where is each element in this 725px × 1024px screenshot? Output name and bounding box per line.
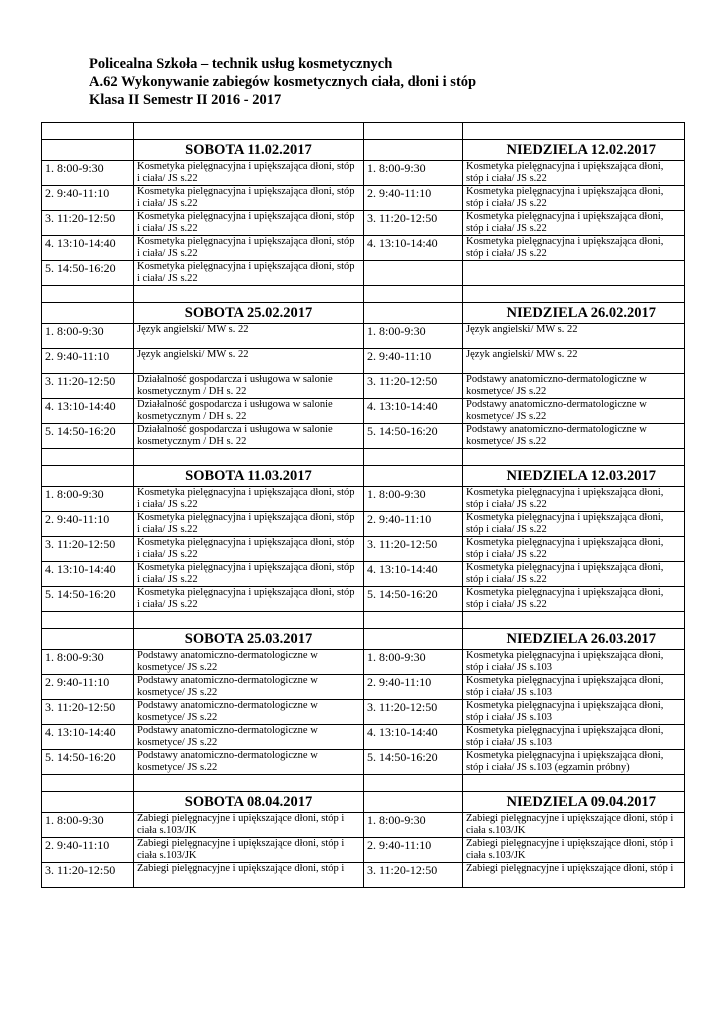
lesson-row bbox=[42, 650, 685, 675]
lesson-row bbox=[42, 161, 685, 186]
empty-cell bbox=[463, 775, 685, 792]
empty-cell bbox=[42, 629, 134, 650]
sunday-subject: Kosmetyka pielęgnacyjna i upiększająca dłoni, stóp i ciała/ JS s.22 bbox=[463, 186, 685, 211]
empty-cell bbox=[42, 792, 134, 813]
empty-cell bbox=[364, 612, 463, 629]
saturday-time: 3. 11:20-12:50 bbox=[42, 700, 134, 725]
sunday-subject: Zabiegi pielęgnacyjne i upiększające dłoni, stóp i bbox=[463, 863, 685, 888]
sunday-time: 3. 11:20-12:50 bbox=[364, 700, 463, 725]
empty-cell bbox=[134, 612, 364, 629]
sunday-time: 3. 11:20-12:50 bbox=[364, 211, 463, 236]
lesson-row bbox=[42, 863, 685, 888]
sunday-time: 4. 13:10-14:40 bbox=[364, 562, 463, 587]
saturday-subject: Działalność gospodarcza i usługowa w salonie kosmetycznym / DH s. 22 bbox=[134, 399, 364, 424]
saturday-time: 1. 8:00-9:30 bbox=[42, 487, 134, 512]
empty-cell bbox=[463, 612, 685, 629]
saturday-time: 3. 11:20-12:50 bbox=[42, 211, 134, 236]
saturday-subject: Kosmetyka pielęgnacyjna i upiększająca dłoni, stóp i ciała/ JS s.22 bbox=[134, 512, 364, 537]
empty-cell bbox=[134, 449, 364, 466]
saturday-subject: Działalność gospodarcza i usługowa w salonie kosmetycznym / DH s. 22 bbox=[134, 374, 364, 399]
spacer-row bbox=[42, 286, 685, 303]
sunday-time: 5. 14:50-16:20 bbox=[364, 750, 463, 775]
saturday-subject: Podstawy anatomiczno-dermatologiczne w kosmetyce/ JS s.22 bbox=[134, 650, 364, 675]
sunday-date: NIEDZIELA 26.02.2017 bbox=[463, 303, 685, 324]
sunday-time: 3. 11:20-12:50 bbox=[364, 863, 463, 888]
sunday-subject: Podstawy anatomiczno-dermatologiczne w kosmetyce/ JS s.22 bbox=[463, 424, 685, 449]
saturday-time: 2. 9:40-11:10 bbox=[42, 838, 134, 863]
saturday-time: 4. 13:10-14:40 bbox=[42, 236, 134, 261]
saturday-subject: Zabiegi pielęgnacyjne i upiększające dłoni, stóp i ciała s.103/JK bbox=[134, 838, 364, 863]
sunday-date: NIEDZIELA 09.04.2017 bbox=[463, 792, 685, 813]
spacer-row bbox=[42, 449, 685, 466]
sunday-time: 4. 13:10-14:40 bbox=[364, 399, 463, 424]
sunday-subject: Kosmetyka pielęgnacyjna i upiększająca dłoni, stóp i ciała/ JS s.103 (egzamin próbny) bbox=[463, 750, 685, 775]
spacer-row bbox=[42, 775, 685, 792]
sunday-date: NIEDZIELA 12.03.2017 bbox=[463, 466, 685, 487]
sunday-subject: Kosmetyka pielęgnacyjna i upiększająca dłoni, stóp i ciała/ JS s.103 bbox=[463, 675, 685, 700]
empty-cell bbox=[134, 123, 364, 140]
empty-cell bbox=[364, 466, 463, 487]
sunday-time: 5. 14:50-16:20 bbox=[364, 587, 463, 612]
lesson-row bbox=[42, 399, 685, 424]
saturday-subject: Kosmetyka pielęgnacyjna i upiększająca dłoni, stóp i ciała/ JS s.22 bbox=[134, 562, 364, 587]
day-header-row bbox=[42, 303, 685, 324]
saturday-subject: Kosmetyka pielęgnacyjna i upiększająca dłoni, stóp i ciała/ JS s.22 bbox=[134, 537, 364, 562]
sunday-time: 2. 9:40-11:10 bbox=[364, 838, 463, 863]
sunday-time: 1. 8:00-9:30 bbox=[364, 650, 463, 675]
lesson-row bbox=[42, 700, 685, 725]
sunday-time: 1. 8:00-9:30 bbox=[364, 487, 463, 512]
lesson-row bbox=[42, 261, 685, 286]
saturday-time: 1. 8:00-9:30 bbox=[42, 813, 134, 838]
lesson-row bbox=[42, 512, 685, 537]
sunday-subject: Kosmetyka pielęgnacyjna i upiększająca dłoni, stóp i ciała/ JS s.22 bbox=[463, 512, 685, 537]
sunday-time: 5. 14:50-16:20 bbox=[364, 424, 463, 449]
empty-cell bbox=[42, 775, 134, 792]
empty-cell bbox=[42, 466, 134, 487]
saturday-date: SOBOTA 11.03.2017 bbox=[134, 466, 364, 487]
saturday-time: 4. 13:10-14:40 bbox=[42, 562, 134, 587]
day-header-row bbox=[42, 792, 685, 813]
empty-cell bbox=[134, 775, 364, 792]
sunday-subject: Kosmetyka pielęgnacyjna i upiększająca dłoni, stóp i ciała/ JS s.22 bbox=[463, 537, 685, 562]
sunday-subject: Kosmetyka pielęgnacyjna i upiększająca dłoni, stóp i ciała/ JS s.22 bbox=[463, 211, 685, 236]
saturday-subject: Język angielski/ MW s. 22 bbox=[134, 324, 364, 349]
saturday-date: SOBOTA 11.02.2017 bbox=[134, 140, 364, 161]
empty-cell bbox=[134, 286, 364, 303]
sunday-subject: Kosmetyka pielęgnacyjna i upiększająca dłoni, stóp i ciała/ JS s.103 bbox=[463, 650, 685, 675]
saturday-subject: Kosmetyka pielęgnacyjna i upiększająca dłoni, stóp i ciała/ JS s.22 bbox=[134, 161, 364, 186]
sunday-subject: Kosmetyka pielęgnacyjna i upiększająca dłoni, stóp i ciała/ JS s.22 bbox=[463, 562, 685, 587]
saturday-subject: Podstawy anatomiczno-dermatologiczne w kosmetyce/ JS s.22 bbox=[134, 750, 364, 775]
saturday-subject: Działalność gospodarcza i usługowa w salonie kosmetycznym / DH s. 22 bbox=[134, 424, 364, 449]
saturday-subject: Kosmetyka pielęgnacyjna i upiększająca dłoni, stóp i ciała/ JS s.22 bbox=[134, 587, 364, 612]
empty-cell bbox=[42, 140, 134, 161]
sunday-subject: Kosmetyka pielęgnacyjna i upiększająca dłoni, stóp i ciała/ JS s.22 bbox=[463, 487, 685, 512]
sunday-subject: Zabiegi pielęgnacyjne i upiększające dłoni, stóp i ciała s.103/JK bbox=[463, 813, 685, 838]
saturday-time: 3. 11:20-12:50 bbox=[42, 863, 134, 888]
empty-cell bbox=[364, 792, 463, 813]
saturday-time: 4. 13:10-14:40 bbox=[42, 725, 134, 750]
sunday-subject: Język angielski/ MW s. 22 bbox=[463, 324, 685, 349]
saturday-subject: Zabiegi pielęgnacyjne i upiększające dłoni, stóp i ciała s.103/JK bbox=[134, 813, 364, 838]
lesson-row bbox=[42, 725, 685, 750]
empty-cell bbox=[42, 449, 134, 466]
lesson-row bbox=[42, 236, 685, 261]
lesson-row bbox=[42, 537, 685, 562]
spacer-row bbox=[42, 123, 685, 140]
empty-cell bbox=[364, 449, 463, 466]
class-semester: Klasa II Semestr II 2016 - 2017 bbox=[89, 92, 282, 108]
sunday-time: 1. 8:00-9:30 bbox=[364, 813, 463, 838]
sunday-date: NIEDZIELA 12.02.2017 bbox=[463, 140, 685, 161]
lesson-row bbox=[42, 349, 685, 374]
empty-cell bbox=[463, 449, 685, 466]
lesson-row bbox=[42, 587, 685, 612]
sunday-subject: Kosmetyka pielęgnacyjna i upiększająca dłoni, stóp i ciała/ JS s.22 bbox=[463, 161, 685, 186]
sunday-time bbox=[364, 261, 463, 286]
empty-cell bbox=[364, 775, 463, 792]
saturday-time: 2. 9:40-11:10 bbox=[42, 675, 134, 700]
saturday-date: SOBOTA 08.04.2017 bbox=[134, 792, 364, 813]
sunday-date: NIEDZIELA 26.03.2017 bbox=[463, 629, 685, 650]
saturday-subject: Język angielski/ MW s. 22 bbox=[134, 349, 364, 374]
sunday-subject: Zabiegi pielęgnacyjne i upiększające dłoni, stóp i ciała s.103/JK bbox=[463, 838, 685, 863]
day-header-row bbox=[42, 466, 685, 487]
saturday-subject: Kosmetyka pielęgnacyjna i upiększająca dłoni, stóp i ciała/ JS s.22 bbox=[134, 186, 364, 211]
sunday-subject: Kosmetyka pielęgnacyjna i upiększająca dłoni, stóp i ciała/ JS s.103 bbox=[463, 700, 685, 725]
sunday-time: 3. 11:20-12:50 bbox=[364, 374, 463, 399]
empty-cell bbox=[463, 123, 685, 140]
saturday-subject: Kosmetyka pielęgnacyjna i upiększająca dłoni, stóp i ciała/ JS s.22 bbox=[134, 487, 364, 512]
saturday-date: SOBOTA 25.03.2017 bbox=[134, 629, 364, 650]
sunday-time: 1. 8:00-9:30 bbox=[364, 161, 463, 186]
empty-cell bbox=[42, 303, 134, 324]
empty-cell bbox=[42, 612, 134, 629]
lesson-row bbox=[42, 813, 685, 838]
saturday-time: 1. 8:00-9:30 bbox=[42, 650, 134, 675]
sunday-subject: Kosmetyka pielęgnacyjna i upiększająca dłoni, stóp i ciała/ JS s.22 bbox=[463, 587, 685, 612]
lesson-row bbox=[42, 487, 685, 512]
saturday-time: 5. 14:50-16:20 bbox=[42, 750, 134, 775]
empty-cell bbox=[364, 303, 463, 324]
saturday-subject: Zabiegi pielęgnacyjne i upiększające dłoni, stóp i bbox=[134, 863, 364, 888]
lesson-row bbox=[42, 324, 685, 349]
sunday-subject: Podstawy anatomiczno-dermatologiczne w kosmetyce/ JS s.22 bbox=[463, 399, 685, 424]
lesson-row bbox=[42, 838, 685, 863]
lesson-row bbox=[42, 750, 685, 775]
sunday-time: 2. 9:40-11:10 bbox=[364, 675, 463, 700]
saturday-subject: Podstawy anatomiczno-dermatologiczne w kosmetyce/ JS s.22 bbox=[134, 725, 364, 750]
saturday-time: 2. 9:40-11:10 bbox=[42, 512, 134, 537]
saturday-time: 5. 14:50-16:20 bbox=[42, 587, 134, 612]
day-header-row bbox=[42, 629, 685, 650]
saturday-time: 3. 11:20-12:50 bbox=[42, 374, 134, 399]
sunday-subject: Język angielski/ MW s. 22 bbox=[463, 349, 685, 374]
saturday-time: 4. 13:10-14:40 bbox=[42, 399, 134, 424]
saturday-time: 2. 9:40-11:10 bbox=[42, 186, 134, 211]
course-title: A.62 Wykonywanie zabiegów kosmetycznych ciała, dłoni i stóp bbox=[89, 74, 477, 90]
sunday-subject bbox=[463, 261, 685, 286]
day-header-row bbox=[42, 140, 685, 161]
empty-cell bbox=[42, 286, 134, 303]
saturday-time: 2. 9:40-11:10 bbox=[42, 349, 134, 374]
sunday-subject: Kosmetyka pielęgnacyjna i upiększająca dłoni, stóp i ciała/ JS s.103 bbox=[463, 725, 685, 750]
lesson-row bbox=[42, 211, 685, 236]
sunday-subject: Podstawy anatomiczno-dermatologiczne w kosmetyce/ JS s.22 bbox=[463, 374, 685, 399]
saturday-subject: Kosmetyka pielęgnacyjna i upiększająca dłoni, stóp i ciała/ JS s.22 bbox=[134, 211, 364, 236]
sunday-time: 2. 9:40-11:10 bbox=[364, 349, 463, 374]
saturday-subject: Kosmetyka pielęgnacyjna i upiększająca dłoni, stóp i ciała/ JS s.22 bbox=[134, 261, 364, 286]
sunday-time: 3. 11:20-12:50 bbox=[364, 537, 463, 562]
saturday-date: SOBOTA 25.02.2017 bbox=[134, 303, 364, 324]
saturday-subject: Kosmetyka pielęgnacyjna i upiększająca dłoni, stóp i ciała/ JS s.22 bbox=[134, 236, 364, 261]
sunday-time: 1. 8:00-9:30 bbox=[364, 324, 463, 349]
schedule-table bbox=[41, 122, 685, 888]
lesson-row bbox=[42, 186, 685, 211]
saturday-time: 5. 14:50-16:20 bbox=[42, 424, 134, 449]
sunday-time: 4. 13:10-14:40 bbox=[364, 725, 463, 750]
lesson-row bbox=[42, 675, 685, 700]
saturday-time: 3. 11:20-12:50 bbox=[42, 537, 134, 562]
empty-cell bbox=[463, 286, 685, 303]
empty-cell bbox=[364, 286, 463, 303]
saturday-time: 1. 8:00-9:30 bbox=[42, 161, 134, 186]
saturday-subject: Podstawy anatomiczno-dermatologiczne w kosmetyce/ JS s.22 bbox=[134, 675, 364, 700]
lesson-row bbox=[42, 374, 685, 399]
empty-cell bbox=[364, 123, 463, 140]
empty-cell bbox=[364, 629, 463, 650]
empty-cell bbox=[42, 123, 134, 140]
saturday-subject: Podstawy anatomiczno-dermatologiczne w kosmetyce/ JS s.22 bbox=[134, 700, 364, 725]
sunday-time: 4. 13:10-14:40 bbox=[364, 236, 463, 261]
document-header bbox=[89, 55, 476, 109]
empty-cell bbox=[364, 140, 463, 161]
lesson-row bbox=[42, 562, 685, 587]
sunday-time: 2. 9:40-11:10 bbox=[364, 512, 463, 537]
lesson-row bbox=[42, 424, 685, 449]
sunday-subject: Kosmetyka pielęgnacyjna i upiększająca dłoni, stóp i ciała/ JS s.22 bbox=[463, 236, 685, 261]
school-title: Policealna Szkoła – technik usług kosmetycznych bbox=[89, 56, 393, 72]
saturday-time: 1. 8:00-9:30 bbox=[42, 324, 134, 349]
spacer-row bbox=[42, 612, 685, 629]
saturday-time: 5. 14:50-16:20 bbox=[42, 261, 134, 286]
sunday-time: 2. 9:40-11:10 bbox=[364, 186, 463, 211]
